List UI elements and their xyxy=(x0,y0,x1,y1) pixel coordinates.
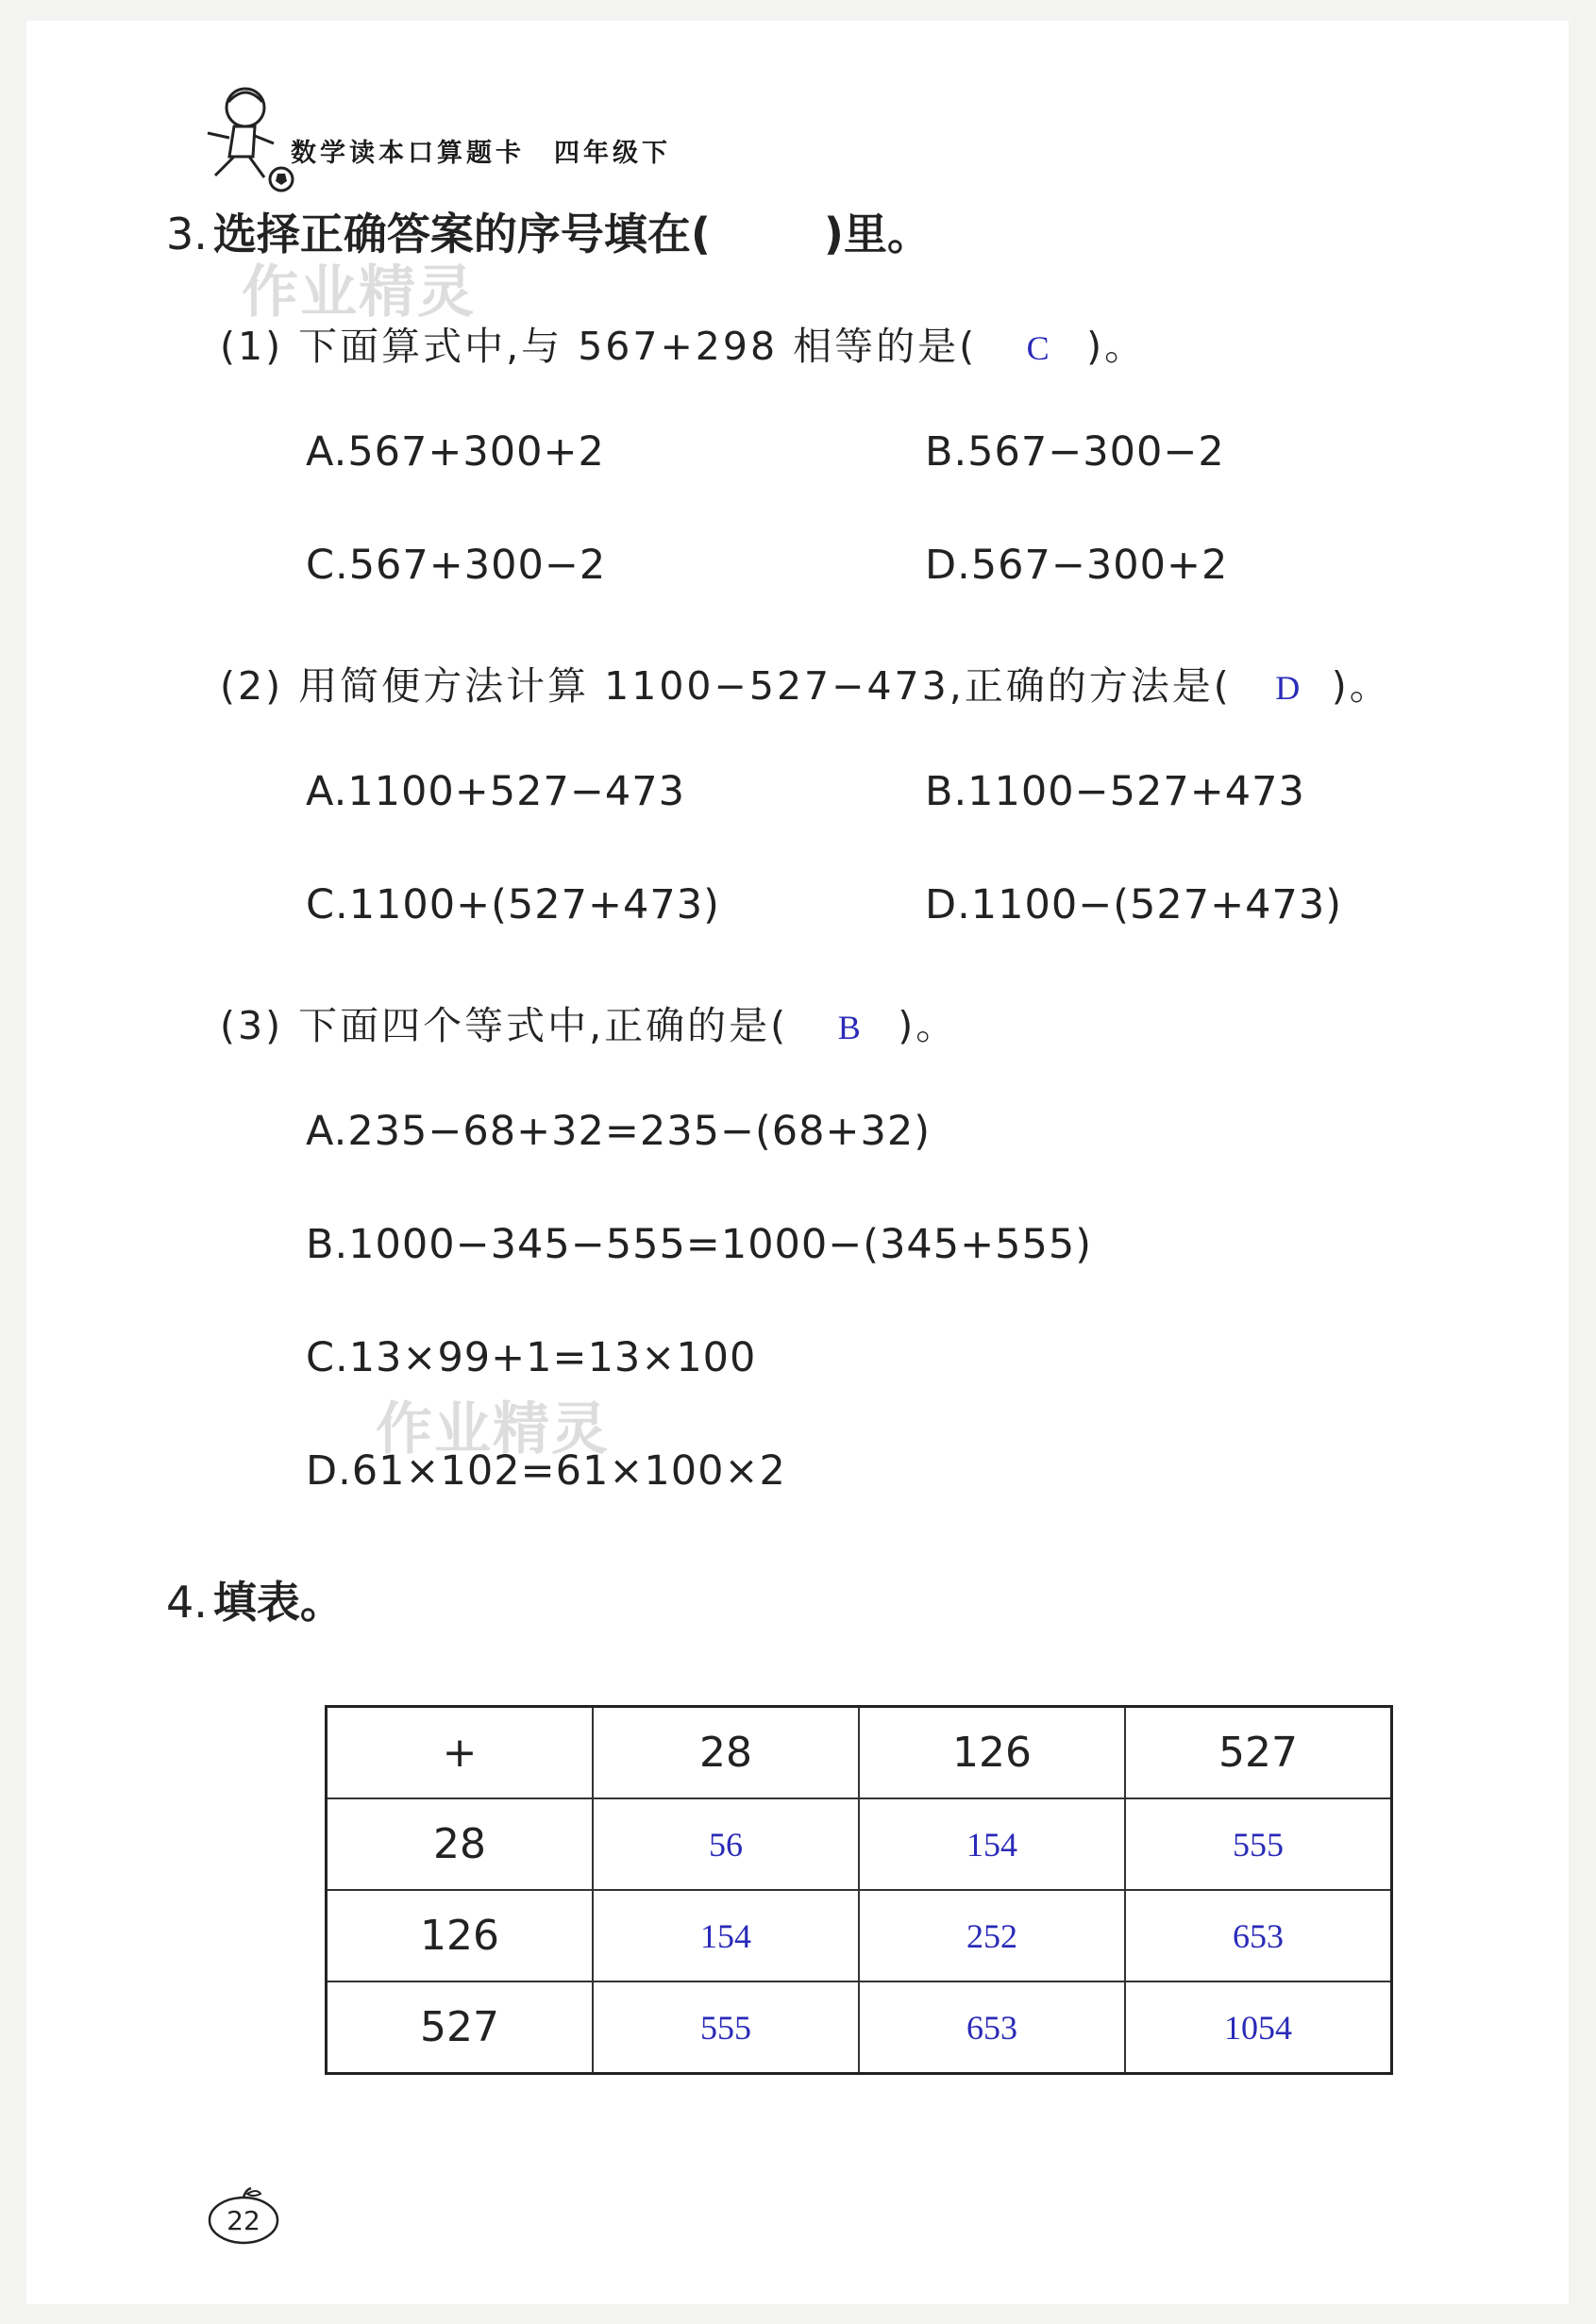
question-2-text: 用简便方法计算 1100−527−473,正确的方法是( xyxy=(298,663,1232,709)
question-1-label: (1) xyxy=(220,324,284,369)
question-3-label: (3) xyxy=(220,1003,284,1048)
q2-option-b: B.1100−527+473 xyxy=(925,768,1305,815)
question-1 xyxy=(220,315,1146,371)
section4-title xyxy=(166,1568,344,1630)
page-number: 22 xyxy=(227,2205,260,2236)
question-3 xyxy=(220,995,957,1050)
soccer-boy-icon xyxy=(187,81,300,194)
q3-option-a: A.235−68+32=235−(68+32) xyxy=(306,1108,932,1155)
question-1-text: 下面算式中,与 567+298 相等的是( xyxy=(298,324,978,369)
table-row xyxy=(327,1890,1392,1981)
table-col-header: 126 xyxy=(859,1707,1125,1799)
q3-option-d: D.61×102=61×100×2 xyxy=(306,1447,786,1495)
q1-option-b: B.567−300−2 xyxy=(925,428,1225,476)
question-2-close: )。 xyxy=(1331,663,1391,709)
question-2-label: (2) xyxy=(220,663,284,709)
page-number-badge xyxy=(206,2186,281,2245)
section4-number: 4. xyxy=(166,1577,208,1628)
question-3-answer: B xyxy=(837,1009,864,1046)
table-row-header: 28 xyxy=(327,1798,594,1890)
table-cell: 555 xyxy=(593,1981,859,2074)
table-corner: + xyxy=(327,1707,594,1799)
table-cell: 1054 xyxy=(1125,1981,1392,2074)
q1-option-c: C.567+300−2 xyxy=(306,542,607,589)
section3-title-end: )里。 xyxy=(823,209,931,259)
q1-option-d: D.567−300+2 xyxy=(925,542,1229,589)
table-row xyxy=(327,1981,1392,2074)
table-cell: 154 xyxy=(593,1890,859,1981)
table-cell: 56 xyxy=(593,1798,859,1890)
section4-title-text: 填表。 xyxy=(212,1577,344,1628)
table-header-row xyxy=(327,1707,1392,1799)
table-row-header: 126 xyxy=(327,1890,594,1981)
table-cell: 252 xyxy=(859,1890,1125,1981)
question-2 xyxy=(220,655,1391,711)
table-row-header: 527 xyxy=(327,1981,594,2074)
section3-title-text: 选择正确答案的序号填在( xyxy=(212,209,711,259)
section3-number: 3. xyxy=(166,209,208,259)
table-cell: 653 xyxy=(1125,1890,1392,1981)
table-cell: 555 xyxy=(1125,1798,1392,1890)
watermark: 作业精灵 xyxy=(242,259,476,326)
table-col-header: 28 xyxy=(593,1707,859,1799)
table-row xyxy=(327,1798,1392,1890)
header-title: 数学读本口算题卡 四年级下 xyxy=(291,139,671,168)
question-1-answer: C xyxy=(1026,329,1052,367)
question-3-close: )。 xyxy=(898,1003,958,1048)
table-col-header: 527 xyxy=(1125,1707,1392,1799)
q2-option-d: D.1100−(527+473) xyxy=(925,881,1342,928)
table-cell: 154 xyxy=(859,1798,1125,1890)
question-3-text: 下面四个等式中,正确的是( xyxy=(298,1003,789,1048)
watermark-2: 作业精灵 xyxy=(376,1396,610,1463)
q3-option-c: C.13×99+1=13×100 xyxy=(306,1334,757,1381)
q3-option-b: B.1000−345−555=1000−(345+555) xyxy=(306,1221,1093,1268)
question-2-answer: D xyxy=(1275,669,1303,707)
q1-option-a: A.567+300+2 xyxy=(306,428,605,476)
q2-option-a: A.1100+527−473 xyxy=(306,768,685,815)
worksheet-page xyxy=(26,21,1569,2304)
q2-option-c: C.1100+(527+473) xyxy=(306,881,720,928)
addition-table xyxy=(325,1705,1393,2075)
table-cell: 653 xyxy=(859,1981,1125,2074)
question-1-close: )。 xyxy=(1086,324,1147,369)
